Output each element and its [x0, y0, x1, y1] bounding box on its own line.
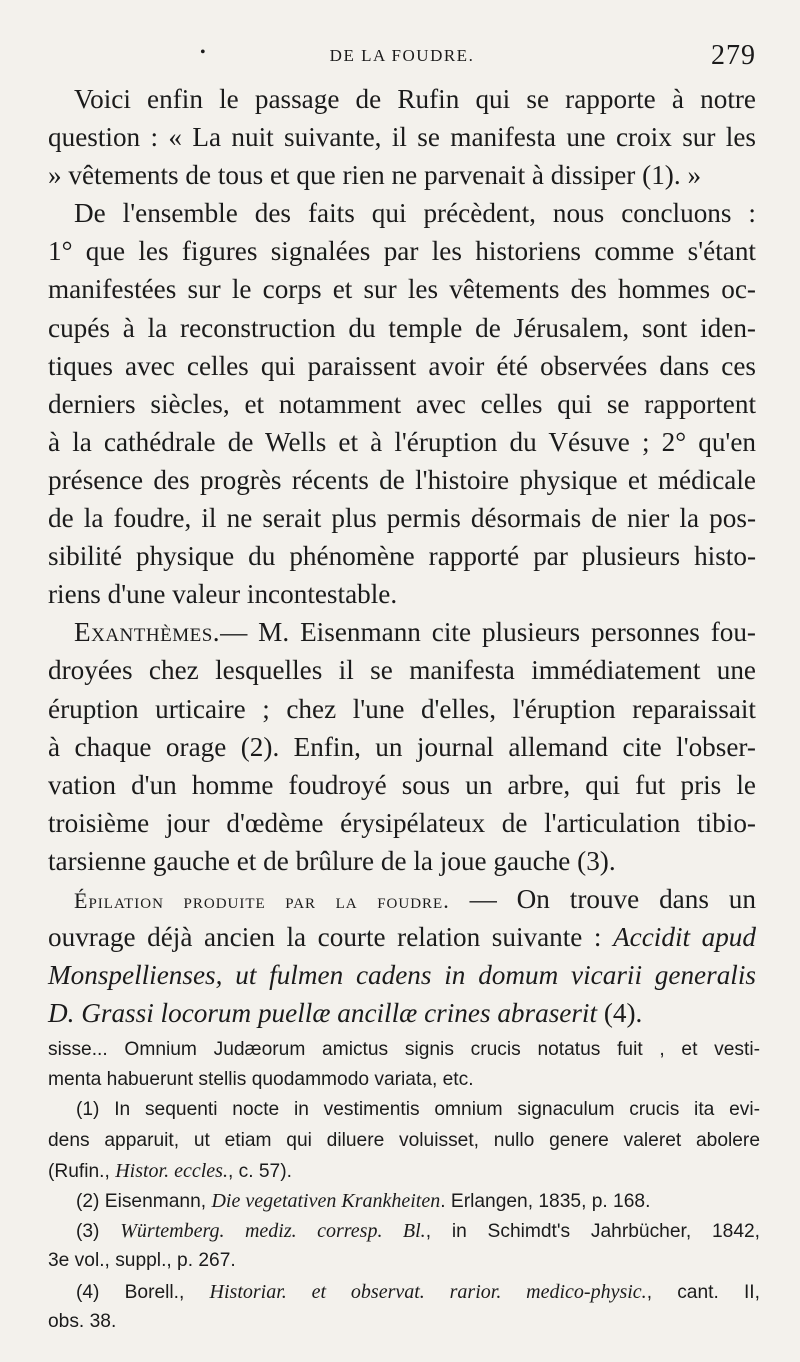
page-number: 279 [711, 40, 756, 71]
paragraph-exanthemes [48, 613, 756, 880]
text-line: sibilité physique du phénomène rapporté par plusieurs histo- [48, 541, 756, 572]
text-line: à chaque orage (2). Enfin, un journal allemand cite l'obser- [48, 731, 756, 762]
text-line: tiques avec celles qui paraissent avoir été observées dans ces [48, 350, 756, 381]
footnote-1 [48, 1095, 760, 1186]
citation-title: Die vegetativen Krankheiten [211, 1189, 441, 1212]
citation-title: Historiar. et observat. rarior. medico-physic. [209, 1280, 647, 1303]
text-line: éruption urticaire ; chez l'une d'elles, l'éruption reparaissait [48, 693, 756, 724]
text-line [48, 956, 756, 994]
citation-title: Histor. eccles. [115, 1159, 228, 1182]
paragraph-rufin [48, 80, 756, 194]
footnote-2 [48, 1186, 760, 1216]
footnote-continued [48, 1035, 760, 1095]
text-line [48, 613, 756, 651]
note-line: (1) In sequenti nocte in vestimentis omnium signaculum crucis ita evi- [76, 1099, 760, 1121]
text-run: , cant. II, [646, 1281, 760, 1303]
note-line [48, 1156, 760, 1186]
text-line: question : « La nuit suivante, il se manifesta une croix sur les [48, 122, 756, 153]
running-header [48, 38, 756, 74]
note-line: sisse... Omnium Judæorum amictus signis crucis notatus fuit , et vesti- [48, 1039, 760, 1060]
paragraph-conclusion [48, 194, 756, 613]
text-line: présence des progrès récents de l'histoire physique et médicale [48, 464, 756, 495]
text-run: ouvrage déjà ancien la courte relation suivante : [48, 922, 614, 953]
text-line: manifestées sur le corps et sur les vêtements des hommes oc- [48, 274, 756, 305]
note-line [48, 1277, 760, 1307]
footnote-ref: (4). [597, 998, 643, 1029]
text-run: (3) [76, 1221, 121, 1243]
note-line [48, 1186, 760, 1216]
running-title: DE LA FOUDRE. [329, 46, 475, 65]
section-heading: Épilation produite par la foudre. [74, 887, 450, 913]
note-line: dens apparuit, ut etiam qui diluere voluisset, nullo genere valeret abolere [48, 1129, 760, 1151]
section-heading: Exanthèmes. [74, 617, 221, 648]
note-line: 3e vol., suppl., p. 267. [48, 1250, 236, 1272]
text-line: » vêtements de tous et que rien ne parvenait à dissiper (1). » [48, 160, 702, 191]
text-run: (Rufin., [48, 1160, 116, 1182]
text-run: , in Schimdt's Jahrbücher, 1842, [425, 1221, 760, 1243]
header-mark: • [200, 44, 207, 61]
text-run: . Erlangen, 1835, p. 168. [440, 1190, 651, 1212]
paragraph-epilation [48, 880, 756, 1032]
text-line: droyées chez lesquelles il se manifesta immédiatement une [48, 655, 756, 686]
text-line [48, 994, 756, 1032]
latin-quote: Monspellienses, ut fulmen cadens in domum vicarii generalis [48, 960, 756, 991]
citation-title: Würtemberg. mediz. corresp. Bl. [120, 1220, 426, 1243]
text-line: troisième jour d'œdème érysipélateux de l'articulation tibio- [48, 807, 756, 838]
main-text [48, 80, 756, 1032]
text-line: à la cathédrale de Wells et à l'éruption du Vésuve ; 2° qu'en [48, 426, 756, 457]
text-line: Voici enfin le passage de Rufin qui se rapporte à notre [74, 84, 756, 114]
text-line: de la foudre, il ne serait plus permis désormais de nier la pos- [48, 503, 756, 534]
text-line: vation d'un homme foudroyé sous un arbre, qui fut pris le [48, 769, 756, 800]
text-line: derniers siècles, et notamment avec celles qui se rapportent [48, 388, 756, 419]
text-line: 1° que les figures signalées par les historiens comme s'étant [48, 236, 756, 267]
text-run: — M. Eisenmann cite plusieurs personnes fou- [220, 617, 756, 648]
note-line [48, 1216, 760, 1246]
text-run: (2) Eisenmann, [76, 1190, 212, 1212]
note-line: menta habuerunt stellis quodammodo variata, etc. [48, 1069, 474, 1091]
text-run: , c. 57). [227, 1160, 292, 1182]
text-line: riens d'une valeur incontestable. [48, 579, 398, 610]
text-line: cupés à la reconstruction du temple de Jérusalem, sont iden- [48, 312, 756, 343]
note-line: obs. 38. [48, 1310, 117, 1332]
text-line: tarsienne gauche et de brûlure de la joue gauche (3). [48, 845, 616, 876]
text-line [48, 918, 756, 956]
footnotes [48, 1035, 760, 1337]
text-line: De l'ensemble des faits qui précèdent, nous concluons : [74, 198, 756, 229]
footnote-4 [48, 1277, 760, 1337]
text-run: (4) Borell., [76, 1281, 210, 1303]
text-line [48, 880, 756, 918]
latin-quote: D. Grassi locorum puellæ ancillæ crines abraserit [48, 998, 598, 1029]
text-run: — On trouve dans un [449, 883, 756, 914]
footnote-3 [48, 1216, 760, 1276]
latin-quote: Accidit apud [613, 922, 756, 953]
